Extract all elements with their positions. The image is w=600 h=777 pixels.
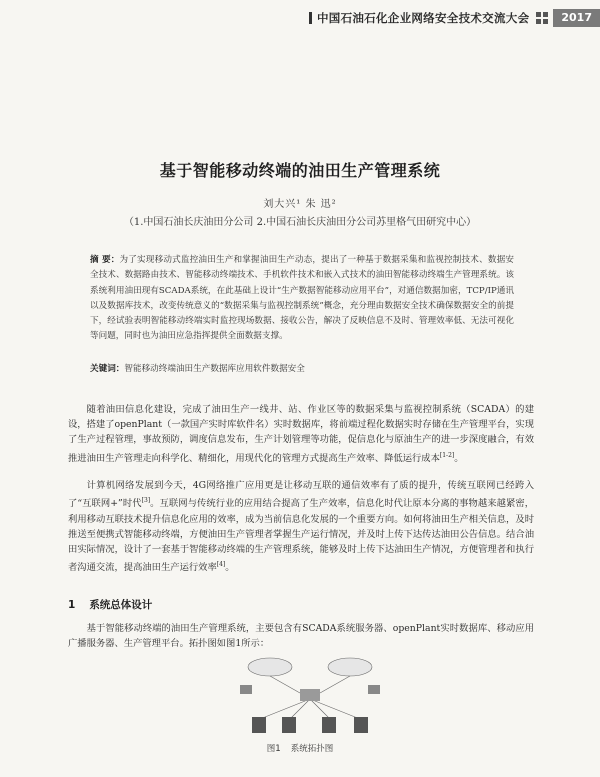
figure-number: 图1 bbox=[266, 744, 281, 754]
computer-icon bbox=[368, 685, 380, 694]
citation-ref: [3] bbox=[141, 497, 151, 505]
header-bar bbox=[309, 12, 312, 24]
abstract-text: 为了实现移动式监控油田生产和掌握油田生产动态，提出了一种基于数据采集和监视控制技术、数据安全技术、数据路由技术、智能移动终端技术、手机软件技术和嵌入式技术的油田智能移动终端生产管理系统。该系统利用油田现有SCADA系统，在此基础上设计“生产数据智能移动应用平台”，对通信数据加密，TCP/IP通讯以及数据库技术，改变传统意义的“数据采集与监视控制系统”概念，充分理由数据安全技术确保数据安全的前提下，经试验表明智能移动终端实时监控现场数据、接收公告，解决了反映信息不及时、管理效率低、无法可视化等问题，同时也为油田应急指挥提供全面数据支撑。 bbox=[90, 255, 514, 342]
cloud-icon bbox=[328, 658, 372, 676]
cloud-icon bbox=[248, 658, 292, 676]
section-heading bbox=[68, 597, 152, 612]
paragraph-2-cont: 。互联网与传统行业的应用结合提高了生产效率，信息化时代让原本分离的事物越来越紧密，利用移动互联技术提升信息化应用的效率，成为当前信息化发展的一个重要方向。如何将油田生产相关信息，及时推送至便携式智能移动终端，方便油田生产管理者掌握生产运行情况，并及时上传下达传达油田公告信息。结合油田实际情况，设计了一套基于智能移动终端的生产管理系统，能够及时上传下达油田生产情况，方便管理者和执行者沟通交流，提高油田生产运行效率 bbox=[68, 498, 534, 574]
paper-authors: 刘大兴¹ 朱 迅² bbox=[263, 199, 337, 210]
paragraph-2-text: 计算机网络发展到今天，4G网络推广应用更是让移动互联的通信效率有了质的提升，传统互联网已经跨入了“互联网+”时代 bbox=[68, 480, 534, 510]
server-icon bbox=[300, 689, 320, 701]
citation-ref: [1-2] bbox=[439, 451, 455, 459]
citation-ref: [4] bbox=[216, 561, 226, 569]
section-number: 1 bbox=[68, 599, 76, 611]
server-icon bbox=[252, 717, 266, 733]
conference-header bbox=[309, 8, 600, 28]
conference-title: 中国石油石化企业网络安全技术交流大会 bbox=[316, 11, 530, 25]
server-icon bbox=[282, 717, 296, 733]
header-dots-icon bbox=[536, 12, 548, 24]
computer-icon bbox=[240, 685, 252, 694]
section-title: 系统总体设计 bbox=[89, 599, 153, 611]
conference-year: 2017 bbox=[553, 9, 600, 27]
body-paragraph-2: 计算机网络发展到今天，4G网络推广应用更是让移动互联的通信效率有了质的提升，传统互联网已经跨入了“互联网+”时代[3]。互联网与传统行业的应用结合提高了生产效率，信息化时代让原本分离的事物越来越紧密，利用移动互联技术提升信息化应用的效率，成为当前信息化发展的一个重要方向。如何将油田生产相关信息，及时推送至便携式智能移动终端，方便油田生产管理者掌握生产运行情况，并及时上传下达传达油田公告信息。结合油田实际情况，设计了一套基于智能移动终端的生产管理系统，能够及时上传下达油田生产情况，方便管理者和执行者沟通交流，提高油田生产运行效率[4]。 bbox=[68, 480, 534, 574]
figure-caption-text: 系统拓扑图 bbox=[290, 744, 334, 754]
abstract bbox=[90, 253, 514, 345]
server-icon bbox=[322, 717, 336, 733]
paragraph-1-text: 随着油田信息化建设，完成了油田生产一线井、站、作业区等的数据采集与监视控制系统（SCADA）的建设，搭建了openPlant（一款国产实时库软件名）实时数据库，将前端过程化数据实时存储在生产管理平台，实现了生产过程管理，事故预防，调度信息发布，生产计划管理等功能，促信息化与原油生产的进一步深度融合，有效推进油田生产管理走向科学化、精细化，用现代化的管理方式提高生产效率、降低运行成本 bbox=[68, 404, 534, 464]
keywords-label: 关键词： bbox=[90, 364, 125, 374]
abstract-label: 摘 要： bbox=[90, 255, 120, 265]
figure-caption bbox=[0, 742, 600, 754]
paper-title: 基于智能移动终端的油田生产管理系统 bbox=[159, 161, 441, 180]
keywords-text: 智能移动终端油田生产数据库应用软件数据安全 bbox=[124, 364, 305, 374]
keywords bbox=[90, 362, 514, 374]
section-1-paragraph bbox=[68, 621, 534, 651]
section-1-text: 基于智能移动终端的油田生产管理系统，主要包含有SCADA系统服务器、openPlant实时数据库、移动应用广播服务器、生产管理平台。拓扑图如图1所示： bbox=[68, 623, 534, 650]
topology-diagram bbox=[230, 655, 390, 737]
server-icon bbox=[354, 717, 368, 733]
paper-affiliations: （1.中国石油长庆油田分公司 2.中国石油长庆油田分公司苏里格气田研究中心） bbox=[123, 217, 477, 228]
body-paragraph-1: 随着油田信息化建设，完成了油田生产一线井、站、作业区等的数据采集与监视控制系统（SCADA）的建设，搭建了openPlant（一款国产实时库软件名）实时数据库，将前端过程化数据实时存储在生产管理平台，实现了生产过程管理，事故预防，调度信息发布，生产计划管理等功能，促信息化与原油生产的进一步深度融合，有效推进油田生产管理走向科学化、精细化，用现代化的管理方式提高生产效率、降低运行成本[1-2]。 bbox=[68, 404, 534, 464]
